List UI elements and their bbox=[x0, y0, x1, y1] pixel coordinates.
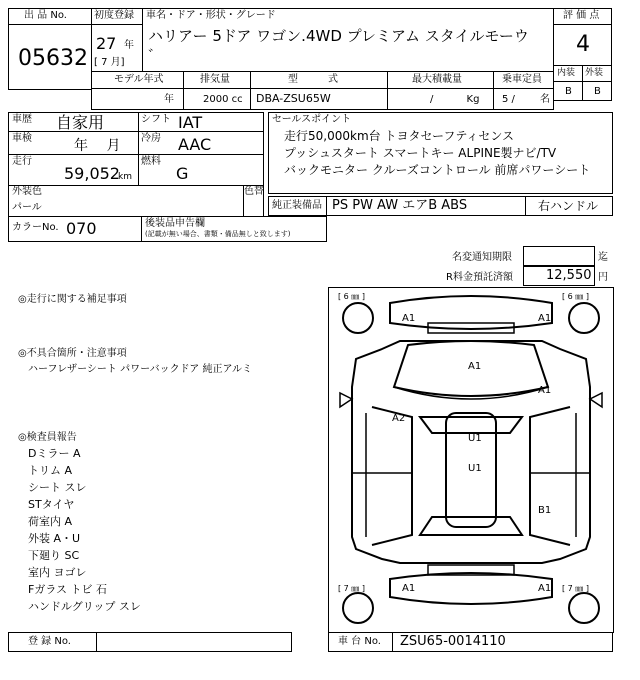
recycle-unit: 円 bbox=[598, 272, 608, 283]
equipment-value: PS PW AW エアB ABS bbox=[332, 198, 468, 213]
steering-value: 右ハンドル bbox=[538, 199, 599, 213]
inspector-report-item: STタイヤ bbox=[28, 498, 75, 511]
exterior-label: 外装 bbox=[585, 68, 604, 78]
car-name-label: 車名・ドア・形状・グレード bbox=[146, 10, 276, 21]
tire-depth-front-left: [ 6 ㎜ ] bbox=[338, 292, 365, 301]
ac-value: AAC bbox=[178, 135, 212, 154]
aftermarket-label: 後装品申告欄 bbox=[145, 218, 205, 229]
shift-label: シフト bbox=[141, 114, 171, 125]
mileage-unit: km bbox=[118, 172, 132, 182]
color-value: パール bbox=[12, 202, 42, 213]
lot-no-value: 05632 bbox=[18, 46, 88, 71]
model-year-unit: 年 bbox=[164, 94, 174, 105]
wheel-front-right bbox=[569, 303, 599, 333]
inspection-value: 年 月 bbox=[74, 138, 121, 154]
lot-no-label: 出 品 No. bbox=[24, 10, 67, 21]
damage-mark: A1 bbox=[402, 313, 416, 324]
type-label: 型 式 bbox=[288, 74, 338, 85]
mileage-label: 走行 bbox=[12, 156, 32, 167]
capacity-unit: 名 bbox=[540, 94, 550, 105]
inspector-report-item: 荷室内 A bbox=[28, 515, 73, 528]
first-reg-label: 初度登録 bbox=[94, 10, 134, 21]
damage-mark: A1 bbox=[538, 385, 552, 396]
tire-depth-rear-right: [ 7 ㎜ ] bbox=[562, 584, 589, 593]
first-reg-month: [ 7 月] bbox=[94, 57, 125, 68]
sales-point-line: バックモニター クルーズコントロール 前席パワーシート bbox=[284, 163, 591, 177]
type-value: DBA-ZSU65W bbox=[256, 92, 331, 105]
damage-mark: A1 bbox=[402, 583, 416, 594]
chassis-label: 車 台 No. bbox=[338, 636, 381, 647]
damage-mark: A1 bbox=[538, 583, 552, 594]
max-load-value: / Kg bbox=[430, 94, 480, 105]
recycle-label: R料金預託済額 bbox=[446, 272, 513, 283]
inspector-title: ◎検査員報告 bbox=[18, 432, 77, 443]
history-value: 自家用 bbox=[56, 113, 105, 132]
equipment-label: 純正装備品 bbox=[272, 200, 322, 211]
car-name-value: ハリアー 5ドア ワゴン.4WD プレミアム スタイルモーウ bbox=[148, 27, 529, 45]
aftermarket-note: (記載が無い場合、書類・備品無しと致します) bbox=[145, 230, 291, 238]
inspection-label: 車検 bbox=[12, 133, 32, 144]
capacity-label: 乗車定員 bbox=[502, 74, 542, 85]
inspector-report-item: Dミラー A bbox=[28, 447, 81, 460]
displacement-value: 2000 cc bbox=[203, 94, 243, 105]
name-change-label: 名変通知期限 bbox=[452, 252, 512, 263]
defects-text: ハーフレザーシート パワーバックドア 純正アルミ bbox=[28, 364, 253, 375]
interior-label: 内装 bbox=[557, 68, 576, 78]
sales-point-line: 走行50,000km台 トヨタセーフティセンス bbox=[284, 129, 515, 143]
wheel-rear-right bbox=[569, 593, 599, 623]
chassis-value: ZSU65-0014110 bbox=[400, 634, 506, 649]
color-no-value: 070 bbox=[66, 219, 97, 238]
score-label: 評 価 点 bbox=[563, 10, 600, 21]
interior-grade: B bbox=[565, 86, 572, 97]
fuel-label: 燃料 bbox=[141, 156, 161, 167]
ac-label: 冷房 bbox=[141, 133, 161, 144]
damage-diagram bbox=[328, 287, 614, 633]
inspector-report-item: 下廻り SC bbox=[28, 549, 80, 562]
damage-mark: U1 bbox=[468, 433, 482, 444]
damage-mark: A1 bbox=[538, 313, 552, 324]
defects-title: ◎不具合箇所・注意事項 bbox=[18, 348, 127, 359]
first-reg-year-unit: 年 bbox=[124, 40, 134, 51]
exterior-grade: B bbox=[594, 86, 601, 97]
name-change-value bbox=[523, 246, 595, 266]
fuel-value: G bbox=[176, 164, 189, 183]
inspector-report-item: Fガラス トビ 石 bbox=[28, 583, 107, 596]
tire-depth-front-right: [ 6 ㎜ ] bbox=[562, 292, 589, 301]
driving-notes-title: ◎走行に関する補足事項 bbox=[18, 294, 127, 305]
inspector-report-item: 室内 ヨゴレ bbox=[28, 566, 87, 579]
sales-point-line: プッシュスタート スマートキー ALPINE製ナビ/TV bbox=[284, 146, 557, 160]
damage-mark: A2 bbox=[392, 413, 406, 424]
registration-label: 登 録 No. bbox=[28, 636, 71, 647]
sales-points-label: セールスポイント bbox=[272, 114, 352, 125]
inspector-report-item: トリム A bbox=[28, 464, 73, 477]
score-value: 4 bbox=[576, 32, 590, 57]
history-label: 車歴 bbox=[12, 114, 32, 125]
damage-mark: B1 bbox=[538, 505, 552, 516]
shift-value: IAT bbox=[178, 113, 203, 132]
color-no-label: カラーNo. bbox=[12, 222, 59, 233]
name-change-unit: 迄 bbox=[598, 252, 608, 263]
wheel-front-left bbox=[343, 303, 373, 333]
color-label: 外装色 bbox=[12, 186, 42, 197]
inspector-report-list bbox=[28, 447, 248, 627]
inspector-report-item: 外装 A・U bbox=[28, 532, 81, 545]
mileage-value: 59,052 bbox=[64, 164, 120, 183]
damage-mark: A1 bbox=[468, 361, 482, 372]
max-load-label: 最大積載量 bbox=[412, 74, 462, 85]
tire-depth-rear-left: [ 7 ㎜ ] bbox=[338, 584, 365, 593]
recycle-value: 12,550 bbox=[546, 268, 592, 283]
car-name-value-cont: ゛ bbox=[148, 47, 164, 65]
wheel-rear-left bbox=[343, 593, 373, 623]
first-reg-year: 27 bbox=[96, 34, 117, 53]
displacement-label: 排気量 bbox=[200, 74, 230, 85]
model-year-label: モデル年式 bbox=[114, 74, 164, 85]
capacity-value: 5 / bbox=[502, 94, 515, 105]
damage-mark: U1 bbox=[468, 463, 482, 474]
inspector-report-item: シート スレ bbox=[28, 481, 87, 494]
inspector-report-item: ハンドルグリップ スレ bbox=[28, 600, 141, 613]
color-change-label: 色替 bbox=[244, 186, 264, 197]
